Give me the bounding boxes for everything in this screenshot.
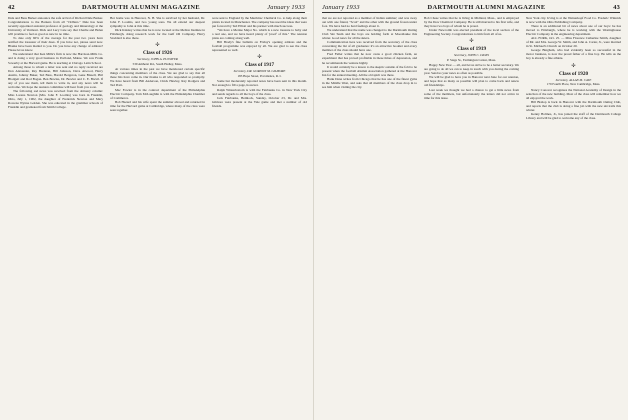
class-heading: Class of 1919 (456, 46, 487, 53)
section-ornament-icon: ✣ (155, 43, 160, 49)
paragraph: Mac Fowler is in the contract department of the Philadelphia Electric Company. Tom McLaughlin is with the Philadelphia Chamber of Commerce. (110, 87, 205, 100)
paragraph: Hank Dana writes from Chicago that he has one of the finest gyms in the Middle West, and asks that all members of the class drop in to see him when visiting the city. (322, 76, 417, 89)
column-1 (322, 16, 417, 120)
paragraph: ALL FORK, Oct. 25. — Miss Florence Catherine Smith, daughter of Mr. and Mrs. George W. Smith, and John A. Carter, Jr., were married in St. Michael's Church on October 20. (526, 36, 621, 49)
paragraph: Bill Bishop is back in Hanover with the Dartmouth Outing Club, and reports that the club is doing a fine job with the new ski trails this winter. (526, 99, 621, 112)
class-secretary: Secretary, JOHN A. PULSIFER (137, 57, 178, 62)
paragraph: New York city. Irving is at the Weinerkopf Food Co. Frederic Winnick is now with the Ohio Publishing Company. (526, 16, 621, 25)
issue-date: January 1933 (267, 4, 305, 11)
class-address: 183 Hope Street, Providence, R. I. (237, 73, 282, 78)
class-secretary: Secretary, DR. GORDON M. GILMORE (233, 69, 286, 74)
column-2 (424, 16, 519, 120)
paragraph: Among those to whom a letter was sent and no reply received are Don Alexander, Ray Brennan, Bill Johnson, Dave Atwood, Harry Austin, Johnny Baker, Ted Bass, Harold Bergeron, Gene Bissell, Phil Blodgett and Rod Bogan. Ben Bowles, Dr. Bowler and C. E. Brevil. If any of you see them, tell them to write in, and any news will be welcome. We hope the reunion committee will hear from you soon. (8, 64, 103, 89)
class-heading: Class of 1920 (558, 70, 589, 77)
paragraph: Some but moderately reported notes have been sent in this month. Not enough to fill a page, however. (212, 79, 307, 88)
magazine-title: DARTMOUTH ALUMNI MAGAZINE (82, 4, 201, 11)
paragraph: Nancy Conover recognizes the National Academy of Design in the selection of the new building. Most of the class will remember how we all enjoyed the work. (526, 87, 621, 100)
column-3 (526, 16, 621, 120)
paragraph: At various times in the past we have mentioned certain specific things concerning members of the class. We are glad to say that all these bits have come in. Our thanks to all who responded so promptly. We have heard from Bill Anderson, Chick Hawley, Ray Rodgers and Ted Pratt. (110, 67, 205, 88)
paragraph: Bob Chase writes that he is living in Midland, Mass., and is employed by the Dow Chemical Company. He is still married to his first wife, and they have two boys of whom he is proud. (424, 16, 519, 29)
paragraph: Jack Fairbanks, Hemlock, Sunday, October 23, Dr. and Mrs. Gilmore were present at the Yale game and met a number of old friends. (212, 95, 307, 108)
paragraph: We understand that Ken Mills's firm is now the Harrison-Mills Co. and is doing a very good business in Portland, Maine. We saw Frank Sowerby at the Harvard game. He is teaching at Chicago Latin School. (8, 52, 103, 65)
section-ornament-icon: ✣ (571, 63, 576, 69)
class-secretary: Secretary, JOHN C. DAVIS (454, 53, 489, 58)
class-address: 179 Fourth Place, New Cambridge, Mass. (546, 82, 601, 87)
class-heading: Class of 1926 (142, 50, 173, 57)
column-1 (8, 16, 103, 112)
paragraph: Her home was in Hanover, N. H. She is survived by her husband, Dr. John F. Loomis, and two young sons. We all extend our deepest sympathy to John at this time. (110, 16, 205, 29)
text-columns (8, 16, 305, 112)
paragraph: Kenny Holmes, Jr., has joined the staff of the Dartmouth College Library and will be glad to welcome any of the class. (526, 111, 621, 120)
paragraph: It would certainly be a lesson to the skeptic outside of the fold to be present when the football Alumni Association gathered at the Hanover Inn for the annual meeting. All the old spirit was there. (322, 64, 417, 77)
class-address: P. Stage St., Farmington Center, Mass. (446, 57, 497, 62)
paragraph: We understand that the name was changed to the Dartmouth Outing Club Ski Team and the boys are holding forth at Moosilauke this winter. Good news for all the skiers. (322, 28, 417, 41)
paragraph: Ralph Winterbottom is with the Fairbanks Co. in New York City and sends regards to all the boys of the class. (212, 87, 307, 96)
paragraph: Last week we thought we had a chance to get a little news from some of the members, but unfortunately the letters did not arrive in time for this issue. (424, 87, 519, 100)
paragraph: Dick Kinsley writes that he is now located at the Mellon Institute in Pittsburgh, doing research work for the Gulf Oil Company. Harry Stoddard is also there. (110, 28, 205, 41)
paragraph: "We have a Mernie Major No. which is a new treasure to baby and a real one, and we have heard plenty of 'proof' of this." The reunion plans are coming along well. (212, 28, 307, 41)
paragraph: Bill Brady's fine bulletin on Friday's opening address and the football programme was enjoyed by all. We are glad to see the class represented so well. (212, 40, 307, 53)
paragraph: We will be glad to have you in Hanover next June for our reunion, and hope that as many as possible will plan to come back and renew old friendships. (424, 75, 519, 88)
class-address: 539 Amherst Rd., South Hadley, Mass. (132, 61, 183, 66)
paragraph: Communication here was received from the secretary of the class concerning the list of all graduates: it's an attractive booklet and every member of the class should have one. (322, 40, 417, 53)
paragraph: There is an additional bit of news about one of our boys: he has moved to Pittsburgh, where he is working with the Westinghouse Electric Company in the engineering department. (526, 24, 621, 37)
page-header (8, 4, 305, 13)
paragraph: The following sad news was received from the obituary column: Miss Lorena Newton (Mrs. John F. Loomis) was born in Franklin, Ohio, July 1, 1902, the daughter of Frederick Newton and Mary Rowena Wynne Golden. She was educated in the grammar schools of Franklin and graduated from Smith College. (8, 88, 103, 110)
paragraph: Under Newcomb was elected president of the local section of the Engineering Society. Congratulations to him from all of us. (424, 28, 519, 37)
paragraph: Happy New Year — all, and let us strive to be a better secretary. We are going to do all we can to keep in touch with you during the coming year. Send us your news as often as possible. (424, 63, 519, 76)
class-secretary: Secretary, ALLAN M. CATE (555, 77, 592, 82)
page-number: 43 (613, 4, 620, 11)
paragraph: were sent to England by the Merrimac Chemical Co. to help along their plants located in Manchester. The company has used the ideas that were put forward by Ted Elliott and his partner with much success. (212, 16, 307, 29)
paragraph: Dale and Bess Barker announce the safe arrival of Richard Dale Barker. Congratulations to the Barkers from all "1926ers." Dale has been recently appointed assistant professor of geology and mineralogy at the University of Vermont. Dick and Lucy Cate say that Charlie and Helen will promise to feel as good as new in no time. (8, 16, 103, 37)
page-header (322, 4, 620, 13)
right-page (314, 0, 628, 420)
magazine-title: DARTMOUTH ALUMNI MAGAZINE (427, 4, 546, 11)
issue-date: January 1933 (322, 4, 360, 11)
paragraph: George Bingham, who had evidently been so successful in the motor business, is now the proud father of a fine boy. He tells us the boy is already a fine athlete. (526, 48, 621, 61)
section-ornament-icon: ✣ (469, 39, 474, 45)
paragraph: Fred Fuller writes that he now owns a good chicken farm, an experiment that has proved profitable in these times of depression, and he recommends the venture highly. (322, 52, 417, 65)
paragraph: To date only 60% of the average for the past two years have notified the treasurer of their dues. If you have not, please send now. Blanks have been mailed to you. Do you have any change of address? Please let us know. (8, 36, 103, 53)
column-3 (212, 16, 307, 112)
column-2 (110, 16, 205, 112)
paragraph: Bob Hazard and his wife spent the summer abroad and returned in time for the Harvard game at Cambridge, where many of the class were seen together. (110, 99, 205, 112)
page-number: 42 (8, 4, 15, 11)
paragraph: that we are not reported as a member of Indian summer; and was away out with one friend, "Scott" and the other with the ground frozen under foot. We have had no hard feelings about it. (322, 16, 417, 29)
class-heading: Class of 1917 (244, 62, 275, 69)
section-ornament-icon: ✣ (257, 55, 262, 61)
text-columns (322, 16, 620, 120)
